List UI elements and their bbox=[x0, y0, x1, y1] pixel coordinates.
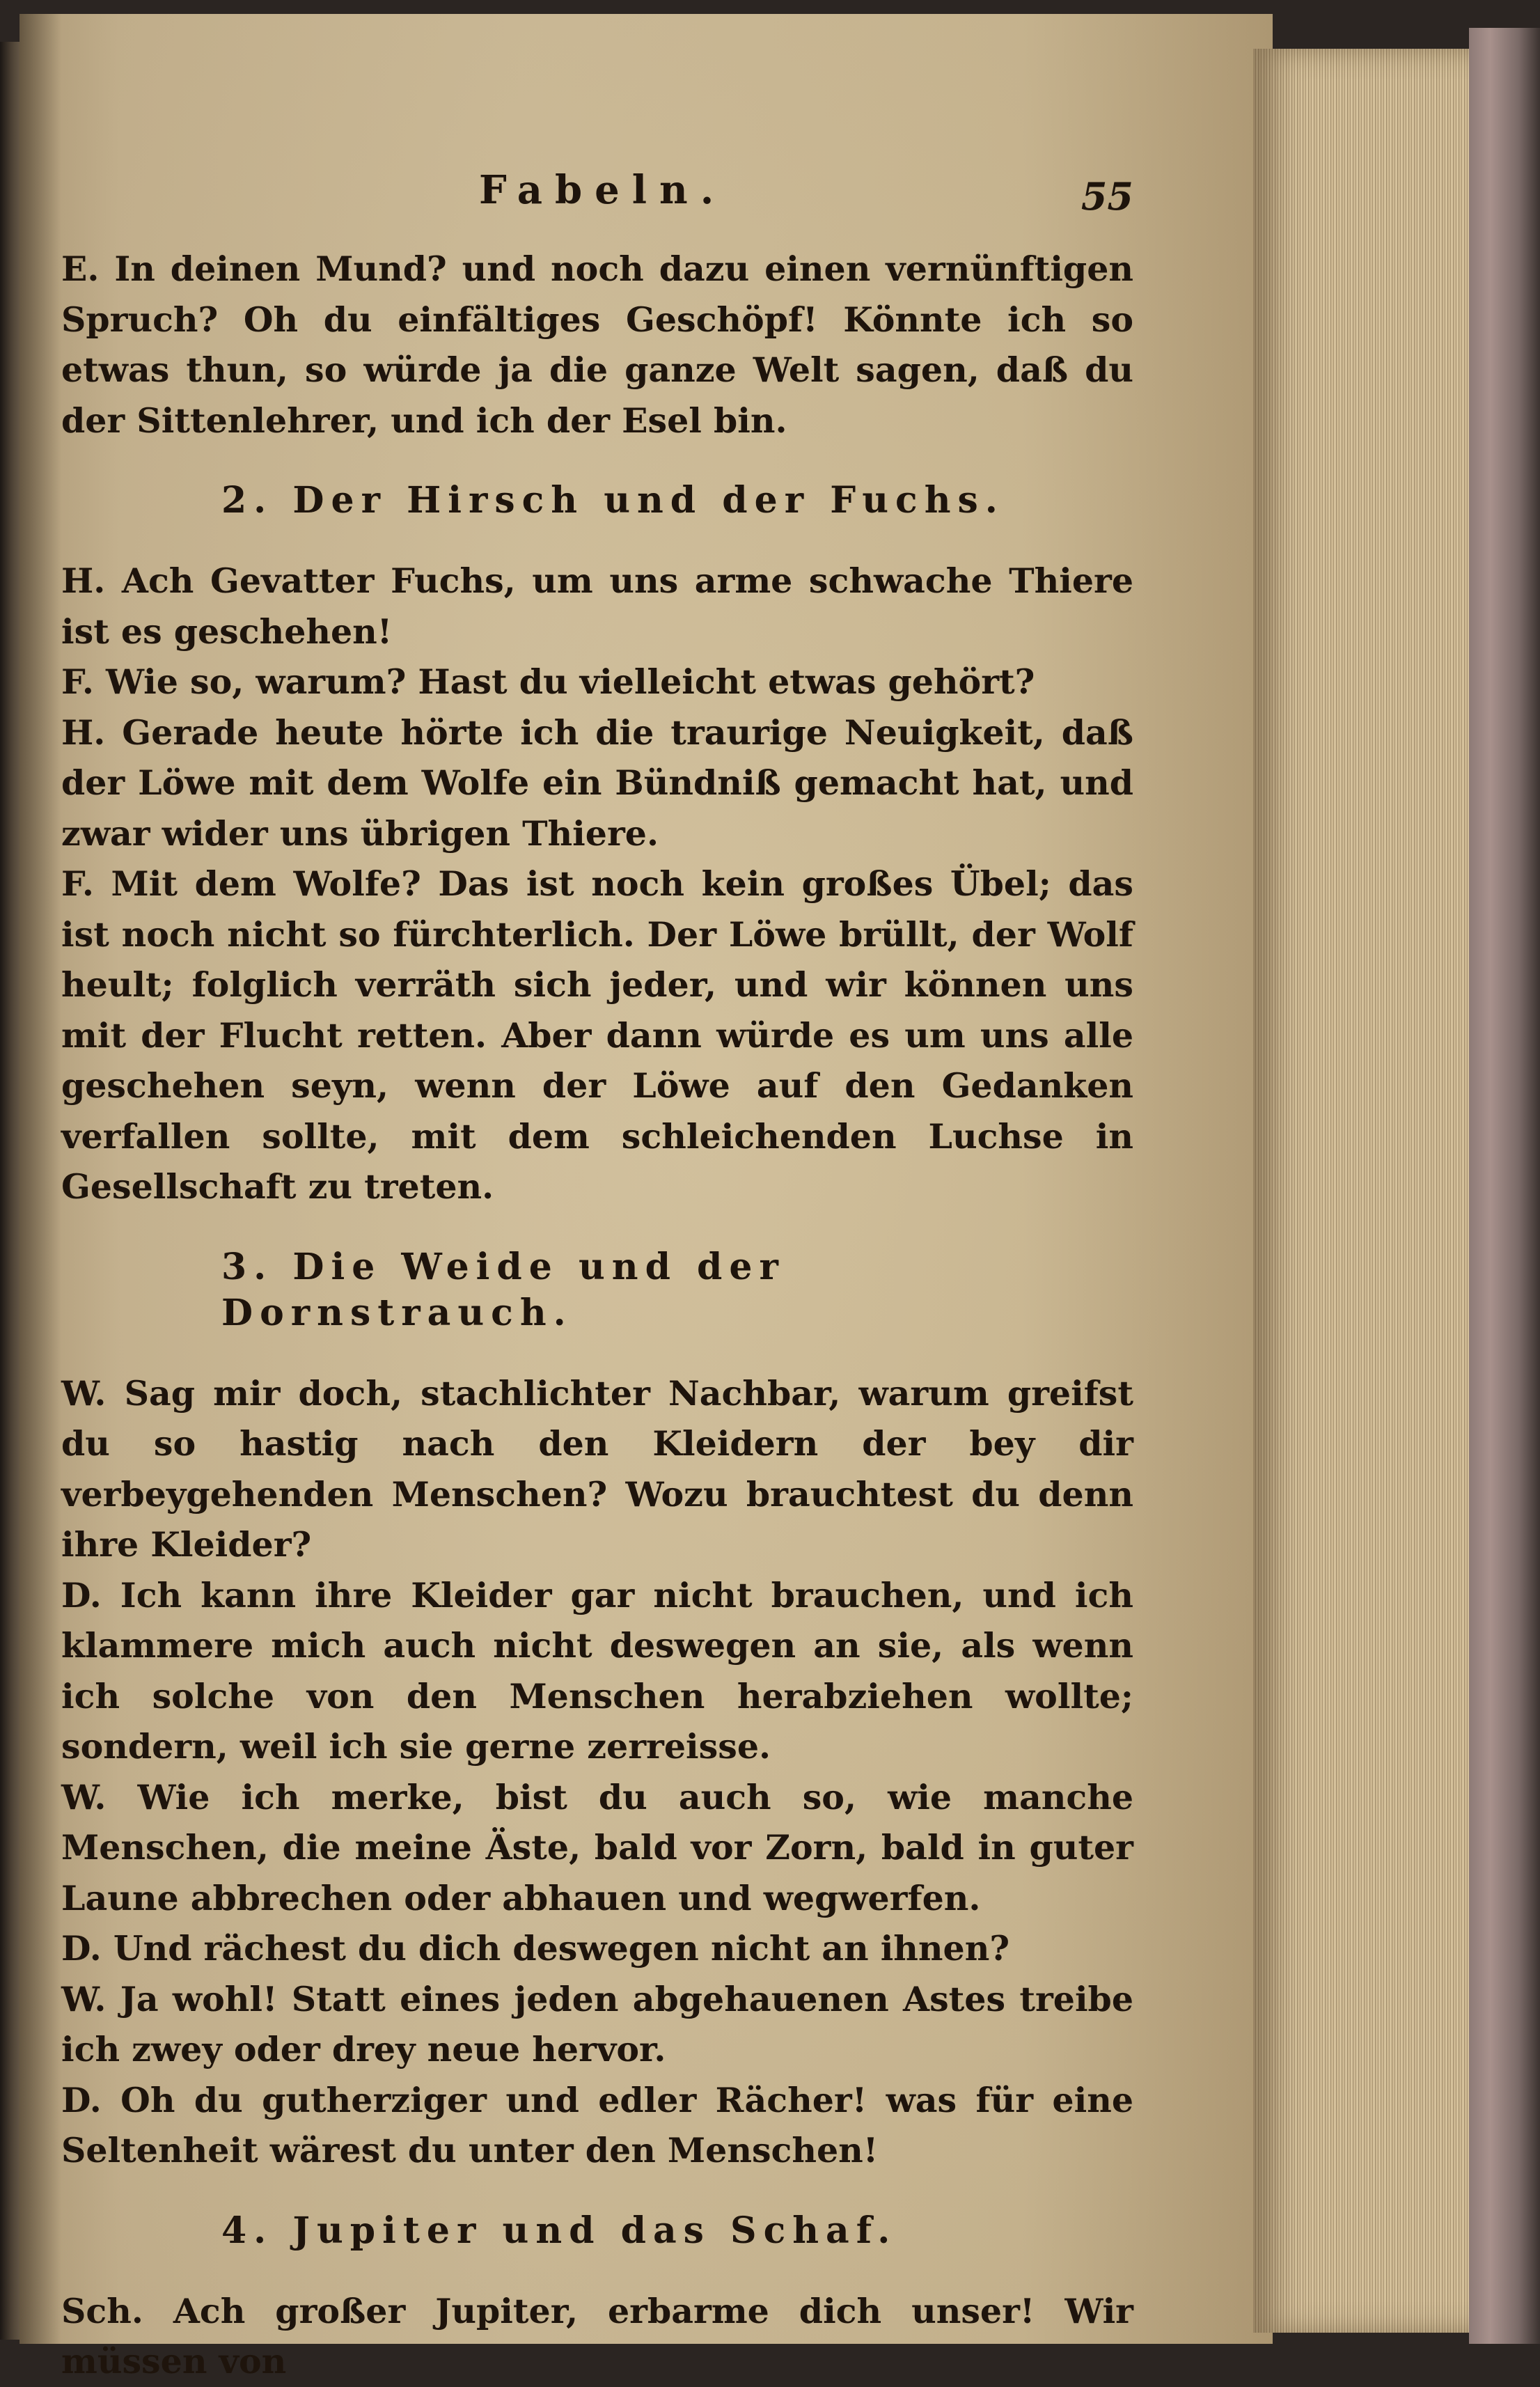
running-head bbox=[61, 167, 1133, 230]
paragraph: D. Und rächest du dich deswegen nicht an ihnen? bbox=[61, 1928, 1010, 1969]
page-number: 55 bbox=[1081, 174, 1133, 219]
paragraph: W. Ja wohl! Statt eines jeden abgehauenen Astes treibe ich zwey oder drey neue hervor. bbox=[61, 1978, 1133, 2069]
paragraph: F. Mit dem Wolfe? Das ist noch kein großes Übel; das ist noch nicht so fürchterlich. Der Löwe brüllt, der Wolf heult; folglich verräth sich jeder, und wir können uns mit der Flucht retten. Aber dann würde es um uns alle geschehen seyn, wenn der Löwe auf den Gedanken verfallen sollte, mit dem schleichenden Luchse in Gesellschaft zu treten. bbox=[61, 863, 1133, 1207]
paragraph: D. Oh du gutherziger und edler Rächer! was für eine Seltenheit wärest du unter den Menschen! bbox=[61, 2079, 1133, 2170]
paragraph: F. Wie so, warum? Hast du vielleicht etwas gehört? bbox=[61, 662, 1035, 702]
book-page bbox=[19, 14, 1273, 2381]
paragraph: W. Sag mir doch, stachlichter Nachbar, warum greifst du so hastig nach den Kleidern der bey dir verbeygehenden Menschen? Wozu brauchtest du denn ihre Kleider? bbox=[61, 1372, 1133, 1565]
paragraph: H. Ach Gevatter Fuchs, um uns arme schwache Thiere ist es geschehen! bbox=[61, 561, 1133, 652]
fable-heading: 4. Jupiter und das Schaf. bbox=[221, 2209, 897, 2252]
page-stack-edge bbox=[1253, 49, 1483, 2333]
paragraph: D. Ich kann ihre Kleider gar nicht brauchen, und ich klammere mich auch nicht deswegen an sie, als wenn ich solche von den Menschen herabziehen wollte; sondern, weil ich sie gerne zerreisse. bbox=[61, 1574, 1133, 1767]
fable-heading: 2. Der Hirsch und der Fuchs. bbox=[221, 479, 1005, 522]
body-text bbox=[61, 244, 1133, 2387]
paragraph: Sch. Ach großer Jupiter, erbarme dich unser! Wir müssen von bbox=[61, 2290, 1133, 2381]
running-title: Fabeln. bbox=[479, 167, 727, 213]
fable-heading: 3. Die Weide und der Dornstrauch. bbox=[221, 1245, 785, 1334]
paragraph: E. In deinen Mund? und noch dazu einen vernünftigen Spruch? Oh du einfältiges Geschöpf! Könnte ich so etwas thun, so würde ja die ganze Welt sagen, daß du der Sittenlehrer, und ich der Esel bin. bbox=[61, 249, 1133, 441]
book-cover-edge bbox=[1469, 28, 1540, 2344]
paragraph: H. Gerade heute hörte ich die traurige Neuigkeit, daß der Löwe mit dem Wolfe ein Bündniß gemacht hat, und zwar wider uns übrigen Thiere. bbox=[61, 712, 1133, 854]
gutter-shadow bbox=[19, 14, 61, 2344]
paragraph: W. Wie ich merke, bist du auch so, wie manche Menschen, die meine Äste, bald vor Zorn, bald in guter Laune abbrechen oder abhauen und wegwerfen. bbox=[61, 1776, 1133, 1918]
